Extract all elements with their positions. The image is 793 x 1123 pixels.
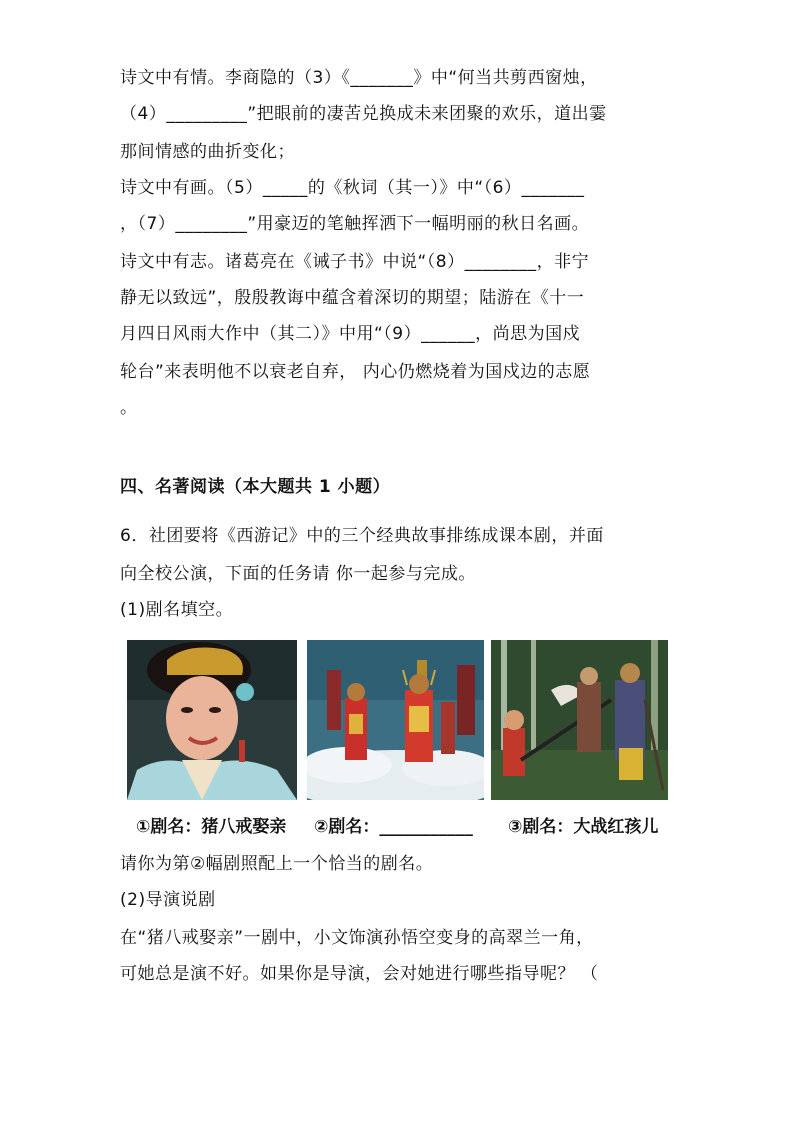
text-line: 那间情感的曲折变化； [120, 142, 295, 162]
red-boy-battle-photo [491, 640, 668, 800]
woman-in-costume-photo [127, 640, 297, 800]
monkey-king-on-clouds-photo [307, 640, 484, 800]
subquestion-label: (2)导演说剧 [120, 890, 216, 910]
text-line: （4）_________”把眼前的凄苦兑换成未来团聚的欢乐，道出霎 [120, 104, 607, 124]
question-text: 在“猪八戒娶亲”一剧中，小文饰演孙悟空变身的高翠兰一角， [120, 928, 594, 948]
ask-number: ② [190, 854, 206, 874]
section-heading: 四、名著阅读（本大题共 1 小题） [120, 477, 391, 497]
caption-number: ② [314, 817, 329, 837]
caption-3 [508, 812, 658, 837]
text-line: 月四日风雨大作中（其二）》中用“（9）______，尚思为国戍 [120, 324, 581, 344]
question-text: 向全校公演，下面的任务请 你一起参与完成。 [120, 564, 476, 584]
text-line: 诗文中有情。李商隐的（3）《_______》中“何当共剪西窗烛， [120, 68, 598, 88]
caption-text: 剧名：___________ [328, 817, 473, 837]
text-line: 轮台”来表明他不以衰老自弃， 内心仍燃烧着为国戍边的志愿 [120, 362, 591, 382]
subquestion-label: (1)剧名填空。 [120, 600, 234, 620]
text-line: 诗文中有画。（5）_____的《秋词（其一）》中“（6）_______ [120, 178, 585, 198]
caption-2 [314, 812, 473, 837]
question-text: 可她总是演不好。如果你是导演，会对她进行哪些指导呢？ （ [120, 964, 599, 984]
ask-prefix: 请你为第 [120, 854, 190, 874]
ask-suffix: 幅剧照配上一个恰当的剧名。 [205, 854, 434, 874]
caption-1 [136, 812, 286, 837]
question-text [120, 852, 680, 876]
text-line: 诗文中有志。诸葛亮在《诫子书》中说“（8）________，非宁 [120, 252, 590, 272]
caption-text: 剧名：大战红孩儿 [522, 817, 659, 837]
caption-number: ③ [508, 817, 523, 837]
text-line: 。 [120, 398, 138, 418]
caption-text: 剧名：猪八戒娶亲 [150, 817, 287, 837]
text-line: 静无以致远”，殷殷教诲中蕴含着深切的期望；陆游在《十一 [120, 288, 585, 308]
caption-number: ① [136, 817, 151, 837]
question-text: 6．社团要将《西游记》中的三个经典故事排练成课本剧，并面 [120, 526, 604, 546]
text-line: ，（7）________”用豪迈的笔触挥洒下一幅明丽的秋日名画。 [120, 214, 590, 234]
